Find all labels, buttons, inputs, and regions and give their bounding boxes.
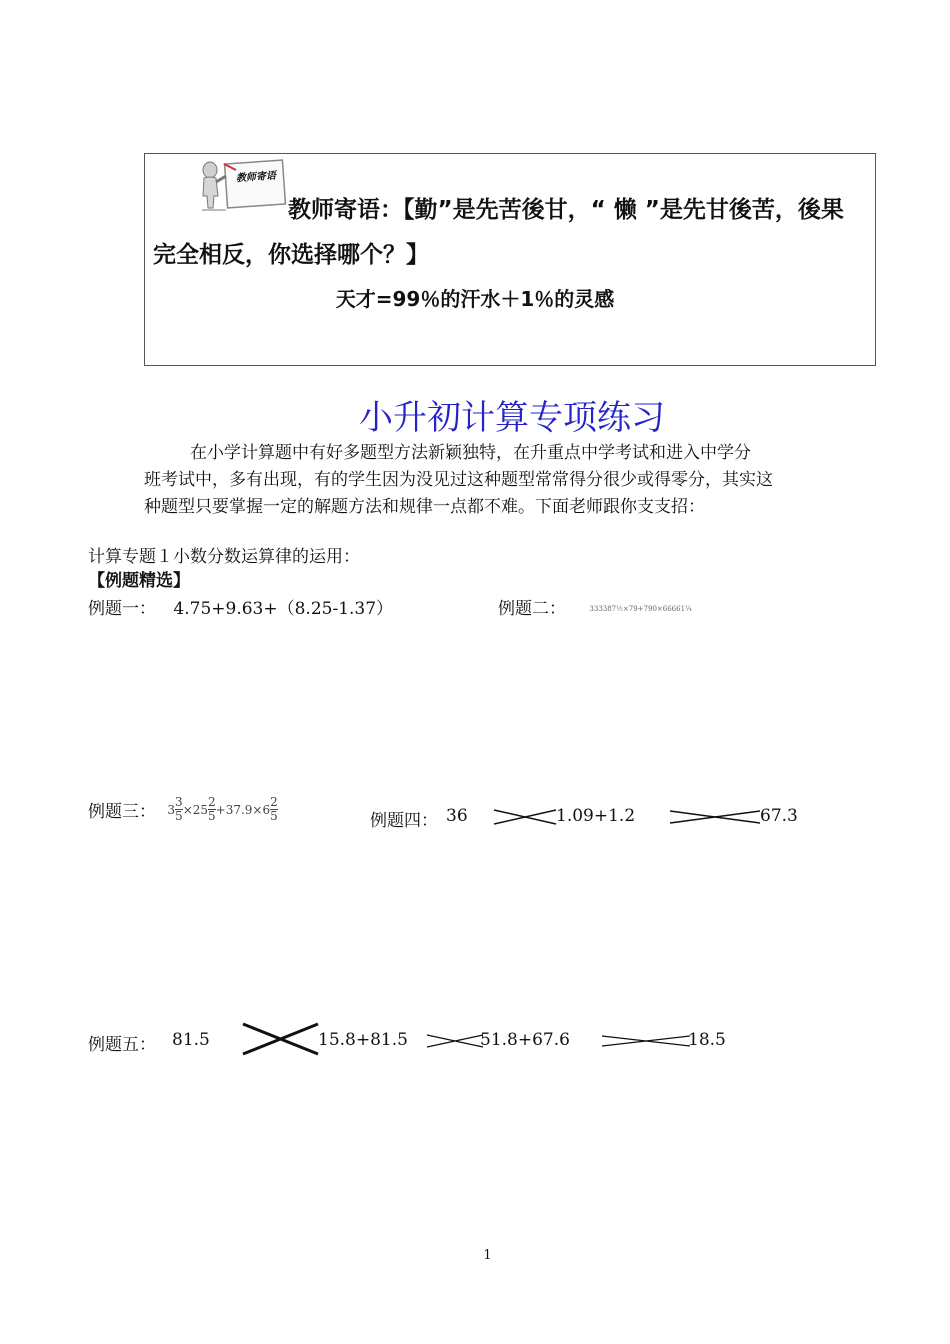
example-1 xyxy=(88,594,393,619)
example-3-whole-1: 3 xyxy=(167,802,176,817)
example-5-term-c: 51.8+67.6 xyxy=(480,1030,570,1050)
section-heading: 计算专题１小数分数运算律的运用： xyxy=(88,547,360,567)
fraction-2-denominator: 5 xyxy=(208,809,216,823)
example-4-term-a: 36 xyxy=(446,806,468,826)
multiply-cross-icon xyxy=(492,806,558,828)
page-number: 1 xyxy=(483,1248,492,1263)
example-3-op-2: +37.9×6 xyxy=(215,802,271,817)
example-5-term-a: 81.5 xyxy=(172,1030,210,1050)
section-heading-block xyxy=(88,545,360,593)
teacher-icon-label: 教师寄语 xyxy=(235,170,277,185)
motto: 天才=99％的汗水＋1％的灵感 xyxy=(335,287,615,311)
multiply-cross-icon xyxy=(668,806,762,828)
fraction-2-numerator: 2 xyxy=(208,795,216,809)
example-1-label: 例题一： xyxy=(88,599,156,619)
example-5-label: 例题五： xyxy=(88,1035,156,1055)
multiply-cross-icon xyxy=(425,1030,485,1052)
examples-subheading: 【例题精选】 xyxy=(88,571,190,591)
example-3-op-1: ×25 xyxy=(182,802,209,817)
example-3-fraction-2 xyxy=(208,796,216,823)
example-3-fraction-1 xyxy=(175,796,183,823)
example-2 xyxy=(498,594,692,619)
fraction-1-numerator: 3 xyxy=(175,795,183,809)
intro-line-3: 种题型只要掌握一定的解题方法和规律一点都不难。下面老师跟你支支招： xyxy=(144,497,705,517)
fraction-3-denominator: 5 xyxy=(270,809,278,823)
example-4-label: 例题四： xyxy=(370,811,438,831)
example-4-term-c: 67.3 xyxy=(760,806,798,826)
example-2-label: 例题二： xyxy=(498,599,566,619)
example-4-term-b: 1.09+1.2 xyxy=(556,806,636,826)
example-5-term-b: 15.8+81.5 xyxy=(318,1030,408,1050)
intro-line-2: 班考试中，多有出现，有的学生因为没见过这种题型常常得分很少或得零分，其实这 xyxy=(144,470,773,490)
intro-line-1: 在小学计算题中有好多题型方法新颖独特，在升重点中学考试和进入中学分 xyxy=(190,443,751,463)
quote-line-2: 完全相反，你选择哪个？】 xyxy=(153,242,429,268)
multiply-cross-icon xyxy=(240,1020,322,1058)
fraction-3-numerator: 2 xyxy=(270,795,278,809)
quote-line-1: 教师寄语：【勤”是先苦後甘，“ 懒 ”是先甘後苦，後果 xyxy=(288,197,844,223)
multiply-cross-icon xyxy=(600,1030,692,1052)
example-3-fraction-3 xyxy=(270,796,278,823)
example-2-expression: 333387½×79+790×66661¼ xyxy=(589,605,692,613)
example-3 xyxy=(88,796,278,823)
page-title: 小升初计算专项练习 xyxy=(359,398,665,438)
fraction-1-denominator: 5 xyxy=(175,809,183,823)
example-1-expression: 4.75+9.63+（8.25-1.37） xyxy=(173,599,394,619)
example-3-label: 例题三： xyxy=(88,802,156,822)
example-5-term-d: 18.5 xyxy=(688,1030,726,1050)
intro-paragraph xyxy=(144,440,844,521)
teacher-figure-icon xyxy=(196,156,292,214)
